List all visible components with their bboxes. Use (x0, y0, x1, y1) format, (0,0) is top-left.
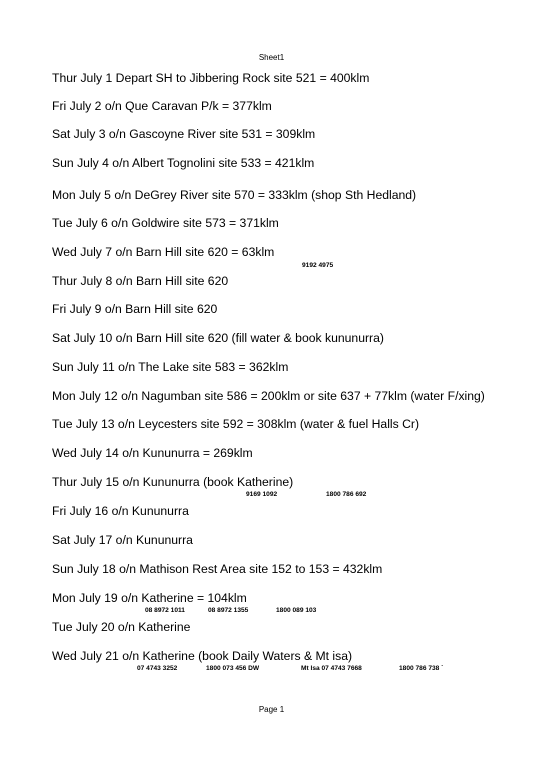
barn-hill-phone-note: 9192 4975 (302, 262, 334, 269)
itinerary-line-jul-2: Fri July 2 o/n Que Caravan P/k = 377klm (52, 99, 272, 113)
itinerary-line-jul-20: Tue July 20 o/n Katherine (52, 620, 191, 634)
itinerary-line-jul-11: Sun July 11 o/n The Lake site 583 = 362klm (52, 360, 289, 374)
itinerary-line-jul-12: Mon July 12 o/n Nagumban site 586 = 200klm or site 637 + 77klm (water F/xing) (52, 389, 485, 403)
itinerary-line-jul-4: Sun July 4 o/n Albert Tognolini site 533 = 421klm (52, 156, 315, 170)
katherine-phone-note-2: 08 8972 1355 (208, 607, 249, 614)
itinerary-line-jul-10: Sat July 10 o/n Barn Hill site 620 (fill water & book kununurra) (52, 331, 384, 345)
itinerary-line-jul-6: Tue July 6 o/n Goldwire site 573 = 371klm (52, 216, 279, 230)
itinerary-line-jul-14: Wed July 14 o/n Kununurra = 269klm (52, 446, 253, 460)
itinerary-line-jul-18: Sun July 18 o/n Mathison Rest Area site 152 to 153 = 432klm (52, 562, 383, 576)
itinerary-line-jul-5: Mon July 5 o/n DeGrey River site 570 = 333klm (shop Sth Hedland) (52, 188, 417, 202)
kununurra-phone-note-1: 9169 1092 (246, 491, 278, 498)
mt-isa-phone-note-1: Mt Isa 07 4743 7668 (301, 665, 362, 672)
itinerary-line-jul-13: Tue July 13 o/n Leycesters site 592 = 308klm (water & fuel Halls Cr) (52, 417, 420, 431)
itinerary-line-jul-21: Wed July 21 o/n Katherine (book Daily Waters & Mt isa) (52, 649, 353, 663)
sheet-title: Sheet1 (258, 53, 285, 62)
itinerary-line-jul-17: Sat July 17 o/n Kununurra (52, 533, 193, 547)
mt-isa-phone-note-2: 1800 786 738 ` (399, 665, 444, 672)
page-number: Page 1 (258, 705, 285, 714)
itinerary-line-jul-3: Sat July 3 o/n Gascoyne River site 531 = 309klm (52, 127, 316, 141)
itinerary-line-jul-19: Mon July 19 o/n Katherine = 104klm (52, 591, 247, 605)
itinerary-line-jul-8: Thur July 8 o/n Barn Hill site 620 (52, 274, 229, 288)
itinerary-line-jul-16: Fri July 16 o/n Kununurra (52, 504, 189, 518)
itinerary-line-jul-7: Wed July 7 o/n Barn Hill site 620 = 63klm (52, 245, 275, 259)
katherine-phone-note-1: 08 8972 1011 (145, 607, 185, 614)
katherine-phone-note-3: 1800 089 103 (276, 607, 317, 614)
itinerary-line-jul-1: Thur July 1 Depart SH to Jibbering Rock site 521 = 400klm (52, 71, 370, 85)
kununurra-phone-note-2: 1800 786 692 (326, 491, 367, 498)
daily-waters-phone-note-1: 07 4743 3252 (137, 665, 178, 672)
daily-waters-phone-note-2: 1800 073 456 DW (206, 665, 260, 672)
itinerary-line-jul-9: Fri July 9 o/n Barn Hill site 620 (52, 302, 218, 316)
itinerary-line-jul-15: Thur July 15 o/n Kununurra (book Katherine) (52, 475, 294, 489)
